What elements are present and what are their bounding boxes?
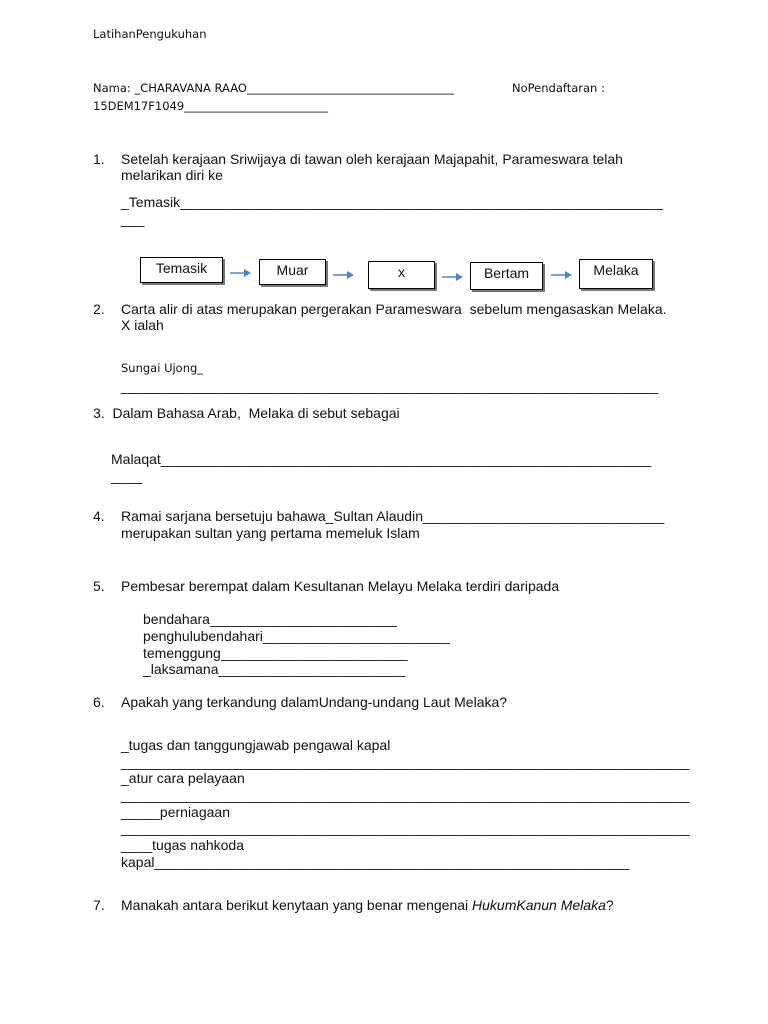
flow-box-melaka: Melaka [579, 259, 653, 289]
q5-answer-penghulu: penghulubendahari________________________ [143, 628, 450, 644]
q7-text [121, 897, 614, 914]
q2-answer-line: _____________________________________________________________________ [121, 378, 659, 394]
q1-text-line2: melarikan diri ke [121, 167, 223, 183]
q3-answer: Malaqat_______________________________________________________________ [111, 451, 652, 467]
q4-text-line2: merupakan sultan yang pertama memeluk Islam [121, 525, 420, 541]
registration-label: NoPendaftaran : [512, 81, 605, 95]
q4-number: 4. [93, 508, 105, 524]
flow-box-muar: Muar [259, 259, 326, 285]
flow-box-bertam: Bertam [470, 262, 543, 290]
q5-text: Pembesar berempat dalam Kesultanan Melayu Melaka terdiri daripada [121, 578, 560, 594]
q1-answer-cont: ___ [121, 211, 145, 227]
registration-number: 15DEM17F1049_________________________ [93, 99, 328, 113]
flow-arrow-icon [551, 270, 573, 280]
q6-answer-line: _atur cara pelayaan [121, 770, 245, 786]
q6-answer-line: _tugas dan tanggungjawab pengawal kapal [121, 737, 391, 753]
q1-text-line1: Setelah kerajaan Sriwijaya di tawan oleh kerajaan Majapahit, Parameswara telah [121, 151, 623, 167]
q7-number: 7. [93, 897, 105, 913]
q5-answer-temenggung: temenggung________________________ [143, 645, 408, 661]
q7-text-italic: HukumKanun Melaka [472, 897, 606, 913]
student-name-line: Nama: _CHARAVANA RAAO____________________________________ [93, 81, 454, 95]
q5-answer-bendahara: bendahara________________________ [143, 611, 397, 627]
q6-answer-line: _________________________________________________________________________ [121, 787, 690, 803]
q1-answer: _Temasik______________________________________________________________ [121, 194, 663, 210]
q6-answer-line: _________________________________________________________________________ [121, 754, 690, 770]
q3-text: 3. Dalam Bahasa Arab, Melaka di sebut sebagai [93, 405, 400, 421]
flow-arrow-icon [442, 272, 464, 282]
q3-answer-cont: ____ [111, 468, 143, 484]
q2-number: 2. [93, 301, 105, 317]
q7-text-end: ? [605, 897, 614, 913]
q2-text-line2: X ialah [121, 317, 164, 333]
q5-number: 5. [93, 578, 105, 594]
q6-answer-line: kapal_____________________________________________________________ [121, 854, 630, 870]
worksheet-title: LatihanPengukuhan [93, 27, 207, 41]
q6-number: 6. [93, 694, 105, 710]
q1-number: 1. [93, 151, 105, 167]
q2-text-line1: Carta alir di atas merupakan pergerakan Parameswara sebelum mengasaskan Melaka. [121, 301, 667, 317]
q7-text-main: Manakah antara berikut kenytaan yang benar mengenai [121, 897, 473, 913]
q5-answer-laksamana: _laksamana________________________ [143, 661, 406, 677]
flow-arrow-icon [230, 268, 252, 278]
flow-box-temasik: Temasik [140, 257, 223, 283]
q6-answer-line: _____perniagaan [121, 804, 230, 820]
q6-answer-line: ____tugas nahkoda [121, 837, 244, 853]
flow-box-x: x [368, 261, 435, 289]
q6-text: Apakah yang terkandung dalamUndang-undang Laut Melaka? [121, 694, 508, 710]
q6-answer-line: _________________________________________________________________________ [121, 820, 690, 836]
flow-arrow-icon [333, 270, 355, 280]
q4-text-line1: Ramai sarjana bersetuju bahawa_Sultan Alaudin_______________________________ [121, 508, 665, 524]
q2-answer: Sungai Ujong_ [121, 361, 204, 375]
